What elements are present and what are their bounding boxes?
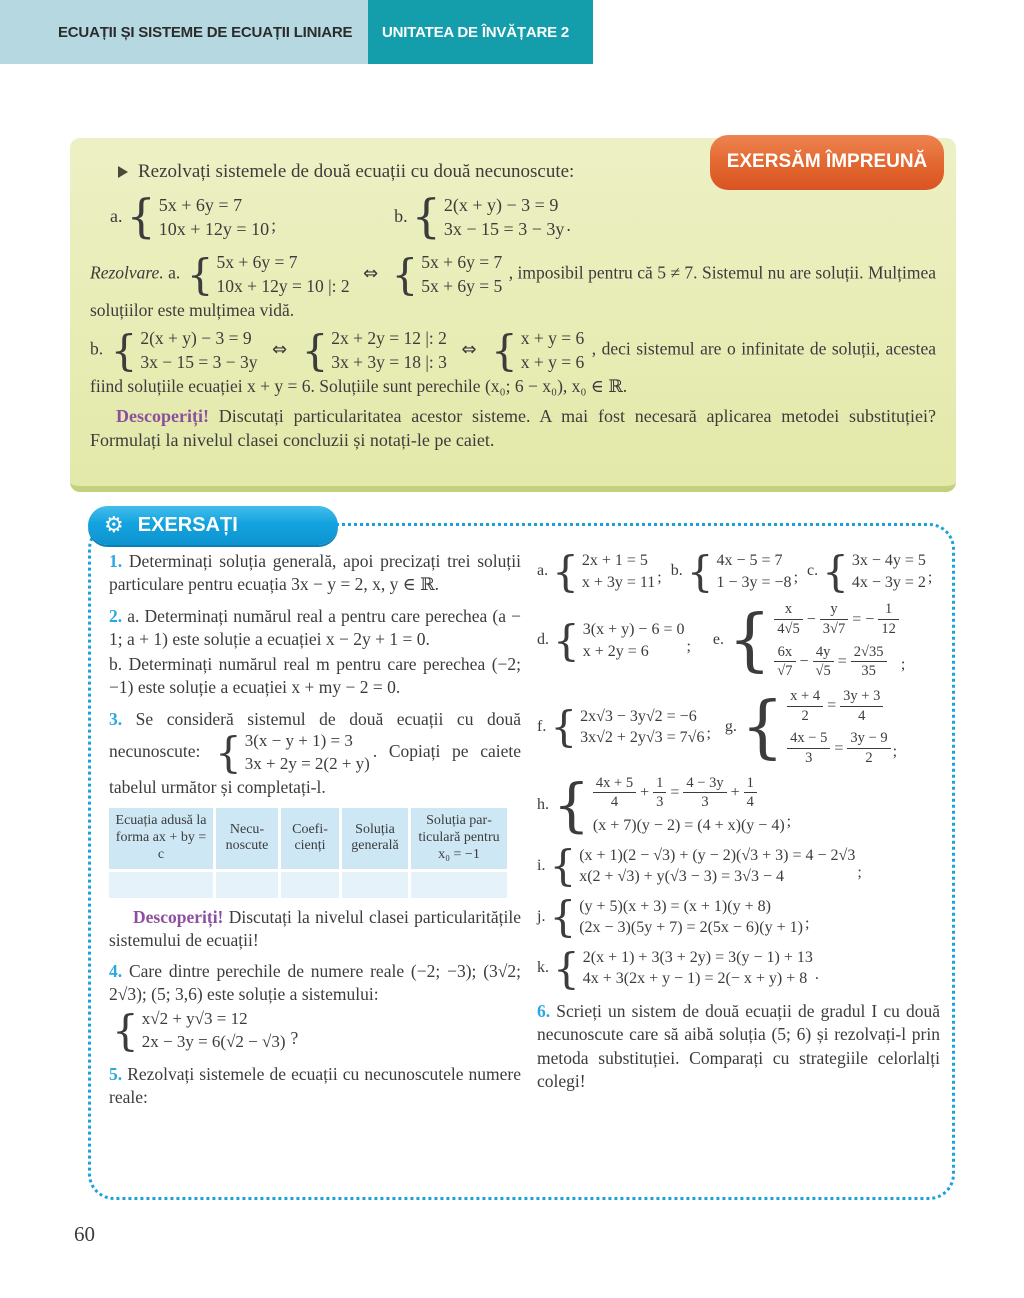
system-5j [537,892,810,942]
system-label: j. [537,907,546,925]
exercise-2 [109,605,521,699]
exercise-1-text: Determinați soluția generală, apoi precizați trei soluții particulare pentru ecuația 3x − y = 2, x, y ∈ ℝ. [109,551,521,594]
exersati-section [88,512,955,1200]
exercise-6 [537,1000,940,1093]
solution-b-label: b. [90,338,104,359]
operator: = [670,783,680,801]
iff-symbol: ⇔ [271,338,288,360]
exercise-2a-text: a. Determinați numărul real a pentru care perechea (a − 1; a + 1) este soluție a ecuației x − 2y + 1 = 0. [109,605,521,649]
fraction-denominator: 2 [847,748,890,767]
table-empty-cell [109,872,213,898]
equation: 3x − 15 = 3 − 3y [140,351,258,372]
equation: 3(x + y) − 6 = 0 [582,620,685,638]
operator: + [640,783,650,801]
fraction-numerator: 2√35 [853,643,884,660]
system-5h [537,771,792,840]
punctuation: ; [892,742,898,760]
punctuation: ; [857,863,862,881]
system-label: d. [537,631,549,649]
punctuation: ; [786,812,792,830]
brace: { [552,546,579,596]
equation: 5x + 6y = 7 [216,252,298,273]
brace: { [553,771,590,840]
fraction-denominator: 4 [840,706,883,725]
systems-row-i [537,841,940,891]
brace: { [126,189,156,244]
equation: 3x + 2y = 2(2 + y) [244,754,370,774]
equation [774,601,899,637]
equation: 2x + 2y = 12 |: 2 [331,328,447,349]
descoperiti-label: Descoperiți! [116,406,209,427]
system-5a [537,546,662,596]
exercise-5 [109,1063,521,1109]
equation: 3(x − y + 1) = 3 [244,731,353,751]
exercise-1-number: 1. [109,551,123,571]
equation: 2x − 3y = 6(√2 − √3) [141,1032,286,1052]
operator: = [827,697,837,715]
table-header-cell: Necunoscute [216,808,278,868]
fraction-numerator: x + 4 [790,687,821,704]
iff-symbol: ⇔ [363,262,379,284]
punctuation: ; [657,569,662,587]
solution-a-text: , imposibil pentru că 5 ≠ 7. Sistemul nu are soluții. Mulțimea soluțiilor este mulțimea vidă. [90,262,937,320]
fraction-denominator: √7 [774,661,795,680]
fraction-denominator: 3√7 [820,619,848,638]
fraction-numerator: y [830,601,838,618]
brace: { [301,326,329,375]
system-5k [537,943,819,993]
punctuation: ; [271,214,277,235]
system-ex4 [109,1008,521,1054]
fraction-denominator: 3 [787,748,830,767]
left-column [109,550,521,1189]
fraction-numerator: 4x − 5 [790,730,828,747]
descoperiti-text: Discutați particularitatea acestor sisteme. A mai fost necesară aplicarea metodei substituției? Formulați la nivelul clasei concluzii și notați-le pe caiet. [90,406,937,450]
exercise-6-number: 6. [537,1001,551,1022]
page-header [0,0,1024,64]
equation: 10x + 12y = 10 [158,218,270,239]
system-5c [807,546,933,596]
operator: = [834,739,844,757]
table-empty-cell [216,872,278,898]
system-b-label: b. [394,206,408,227]
system-5i [537,841,862,891]
exercise-3-table [109,808,521,897]
exersam-impreuna-badge: EXERSĂM ÎMPREUNĂ [710,135,944,190]
brace: { [553,943,580,993]
exercise-5-text: Rezolvați sistemele de ecuații cu necunoscutele numere reale: [109,1064,521,1108]
fraction-numerator: 1 [746,774,754,791]
systems-row-fg [537,688,940,767]
table-header-cell: Ecuația adusă la forma ax + by = c [109,808,213,868]
brace: { [728,600,772,680]
equation: 2(x + y) − 3 = 9 [443,194,559,215]
systems-row-abc [537,546,940,596]
equation: x + 2y = 6 [582,642,649,660]
exercise-columns [91,526,952,1197]
systems-row-j [537,892,940,942]
exercise-3-text-after: . Copiați pe caiete tabelul următor și completați-l. [109,741,522,798]
arrow-right-icon [118,166,128,178]
equation: x√2 + y√3 = 12 [141,1009,248,1029]
fraction-numerator: 4y [815,643,831,660]
unit-title: UNITATEA DE ÎNVĂȚARE 2 [382,23,569,41]
exercise-4-number: 4. [109,961,123,982]
descoperiti-2 [109,906,521,952]
system-label: e. [712,631,725,649]
system-label: a. [537,562,549,580]
systems-row-h [537,771,940,840]
systems-row-k [537,943,940,993]
exercise-5-number: 5. [109,1064,123,1085]
chapter-title-band [0,0,368,64]
system-a [110,189,277,244]
fraction-numerator: 1 [656,774,664,791]
equation: 2(x + y) − 3 = 9 [140,328,252,349]
operator: − [806,610,816,628]
fraction-numerator: 6x [777,643,793,660]
fraction-denominator: 12 [878,619,899,638]
punctuation: ; [793,569,799,587]
system-label: b. [670,562,683,580]
page-number: 60 [74,1222,95,1246]
rezolvare-label: Rezolvare. [90,262,164,283]
equation: 2x + 1 = 5 [581,552,648,569]
punctuation: . [814,966,819,984]
fraction-denominator: 2 [787,706,823,725]
brace: { [186,250,214,299]
exersam-prompt-text: Rezolvați sistemele de două ecuații cu două necunoscute: [138,161,575,182]
brace: { [112,1006,139,1056]
operator: + [730,783,740,801]
system-5e [713,601,905,680]
equation: x(2 + √3) + y(√3 − 3) = 3√3 − 4 [579,868,784,886]
exercise-3 [109,708,521,800]
equation: 3x + 3y = 18 |: 3 [331,351,447,372]
equation [787,688,890,724]
exersati-title: EXERSAȚI [137,514,238,536]
fraction-denominator: 4 [744,792,757,811]
equation: x + y = 6 [520,351,585,372]
punctuation: ; [706,725,711,743]
fraction-numerator: x [784,601,793,618]
punctuation: ; [804,915,810,933]
system-ex3 [215,730,370,776]
equation [787,730,890,766]
table-header-cell: Coeficienți [281,808,339,868]
fraction-denominator: 3 [683,792,726,811]
table-empty-cell [342,872,408,898]
brace: { [411,189,441,244]
chapter-title: ECUAȚII ȘI SISTEME DE ECUAȚII LINIARE [58,23,353,41]
gear-icon: ⚙ [104,512,124,538]
equation: 3x − 15 = 3 − 3y [443,218,565,239]
fraction-numerator: 3y + 3 [843,687,881,704]
fraction-numerator: 4x + 5 [595,774,634,791]
punctuation: ; [686,638,691,656]
system-a-label: a. [110,206,123,227]
equation: 3x√2 + 2y√3 = 7√6 [580,729,705,747]
equation: 4x − 5 = 7 [716,552,783,569]
brace: { [391,250,419,299]
punctuation: ; [900,656,906,674]
exersati-header-pill [88,506,338,545]
exersam-systems-row [110,189,936,244]
exercise-4-text: Care dintre perechile de numere reale (−2; −3); (3√2; 2√3); (5; 3,6) este soluție a sistemului: [109,961,522,1005]
equation: (y + 5)(x + 3) = (x + 1)(y + 8) [579,897,771,915]
brace: { [553,615,580,665]
fraction-numerator: 3y − 9 [850,730,888,747]
exersam-impreuna-box [70,138,956,492]
solution-a-label: a. [168,262,181,283]
equation: x + y = 6 [520,328,585,349]
equation: 2x√3 − 3y√2 = −6 [580,707,697,725]
exercise-3-number: 3. [109,708,123,729]
fraction-denominator: 4√5 [774,619,802,638]
system-5b [670,546,799,596]
system-5g [725,688,897,767]
punctuation: ? [290,1028,299,1049]
fraction-denominator: 3 [653,792,666,811]
brace: { [822,546,849,596]
system-label: h. [537,796,549,814]
brace: { [110,326,138,375]
system-b [394,189,571,244]
table-empty-cell [411,872,507,898]
equation [774,644,899,680]
equation: 5x + 6y = 7 [421,252,503,273]
table-header-cell: Soluția particulară pentru x₀ = −1 [411,808,507,868]
equation: 2(x + 1) + 3(3 + 2y) = 3(y − 1) + 13 [582,948,813,966]
brace: { [740,687,785,767]
brace: { [550,702,578,752]
system-5f [537,702,711,752]
equation: x + 3y = 11 [581,573,656,591]
system-label: k. [537,959,549,977]
brace: { [215,728,242,778]
fraction-denominator: 35 [851,661,887,680]
solution-b [90,327,936,397]
right-column [537,546,940,1189]
table-header-cell: Soluția generală [342,808,408,868]
descoperiti-2-label: Descoperiți! [133,906,224,927]
solution-a [90,251,936,321]
brace: { [686,546,714,596]
operator: = − [852,610,875,628]
exercise-1 [109,550,521,596]
system-5d [537,615,691,665]
exercise-3-text: Se consideră sistemul de două ecuații cu două necunoscute: [109,708,521,762]
systems-row-de [537,601,940,680]
system-label: c. [807,562,819,580]
operator: − [799,652,809,670]
operator: = [837,652,847,670]
equation: (x + 1)(2 − √3) + (y − 2)(√3 + 3) = 4 − 2√3 [579,846,856,864]
brace: { [549,841,577,891]
equation: (2x − 3)(5y + 7) = 2(5x − 6)(y + 1) [579,919,803,937]
equation: 4x + 3(2x + y − 1) = 2(− x + y) + 8 [582,970,808,988]
equation: 5x + 6y = 5 [421,275,503,296]
equation: 1 − 3y = −8 [716,573,792,591]
equation: 5x + 6y = 7 [158,194,243,215]
system-label: i. [537,856,546,874]
punctuation: ; [927,569,933,587]
descoperiti-paragraph [90,405,936,452]
brace: { [491,326,518,375]
exercise-4 [109,960,521,1054]
exercise-6-text: Scrieți un sistem de două ecuații de gradul I cu două necunoscute care să aibă soluția (5; 6) și rezolvați-l prin metoda substituției. Comparați cu strategiile celorlalți colegi! [537,1001,940,1091]
fraction-numerator: 1 [884,601,893,618]
iff-symbol: ⇔ [461,338,477,360]
equation [593,775,785,811]
system-label: f. [537,717,547,735]
brace: { [549,892,577,942]
unit-tab [368,0,593,64]
fraction-numerator: 4 − 3y [686,774,724,791]
solution-b-text: , deci sistemul are o infinitate de soluții, acestea fiind soluțiile ecuației x + y = 6. Soluțiile sunt perechile (x₀; 6 − x₀), x₀ ∈ ℝ. [90,338,937,396]
system-label: g. [724,717,737,735]
descoperiti-2-text: Discutați la nivelul clasei particularitățile sistemului de ecuații! [109,906,522,950]
fraction-denominator: 4 [593,792,636,811]
equation: 10x + 12y = 10 |: 2 [216,275,350,296]
punctuation: . [566,214,571,235]
exercise-2b-text: b. Determinați numărul real m pentru care perechea (−2; −1) este soluție a ecuației x + my − 2 = 0. [109,653,521,697]
equation: 4x − 3y = 2 [851,573,926,591]
fraction-denominator: √5 [813,661,834,680]
equation: (x + 7)(y − 2) = (4 + x)(y − 4) [592,816,785,834]
table-empty-cell [281,872,339,898]
exercise-2-number: 2. [109,605,123,626]
equation: 3x − 4y = 5 [851,552,926,569]
